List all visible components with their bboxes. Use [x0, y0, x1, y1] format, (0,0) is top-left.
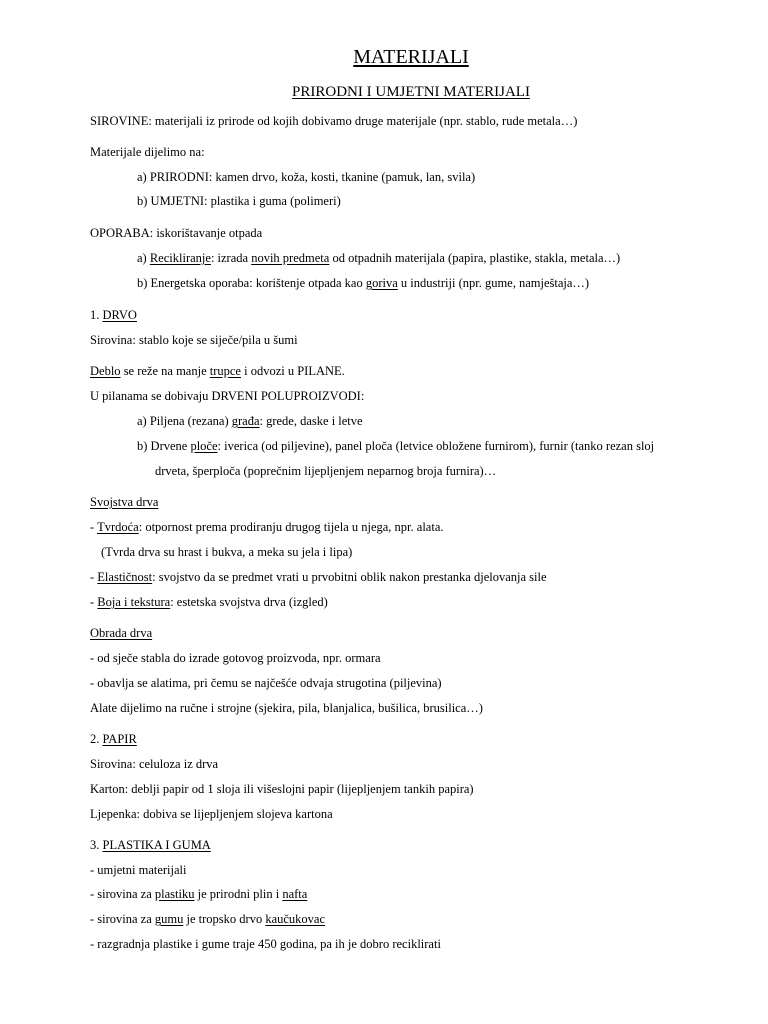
svojstva-heading	[90, 494, 158, 510]
gradja-item	[137, 413, 363, 429]
heading-number: 1.	[90, 308, 103, 322]
underlined-term: trupce	[209, 364, 241, 378]
text-segment: : iverica (od piljevine), panel ploča (letvice obložene furnirom), furnir (tanko rezan sloj	[217, 439, 655, 453]
underlined-term: novih predmeta	[251, 251, 330, 265]
heading-number: 3.	[90, 838, 103, 852]
text-segment: -	[90, 570, 98, 584]
papir-heading	[90, 731, 137, 747]
text-segment: -	[90, 520, 98, 534]
page-title	[27, 45, 768, 69]
text-segment: : estetska svojstva drva (izgled)	[170, 595, 328, 609]
obrada-heading	[90, 625, 152, 641]
underlined-term: plastiku	[154, 887, 195, 901]
papir-line-3: Ljepenka: dobiva se lijepljenjem slojeva kartona	[90, 807, 333, 821]
deblo-line	[90, 363, 345, 379]
tvrdoca-note: (Tvrda drva su hrast i bukva, a meka su jela i lipa)	[101, 545, 353, 559]
text-segment: - sirovina za	[90, 912, 155, 926]
underlined-term: Tvrdoća	[97, 520, 139, 534]
obrada-line-2: - obavlja se alatima, pri čemu se najčešće odvaja strugotina (piljevina)	[90, 676, 442, 690]
text-segment: b) Drvene	[137, 439, 191, 453]
underlined-term: Deblo	[90, 364, 121, 378]
text-segment: je prirodni plin i	[194, 887, 283, 901]
text-segment: i odvozi u PILANE.	[240, 364, 345, 378]
page-subtitle	[27, 83, 768, 101]
energetska-oporaba-item	[137, 275, 589, 291]
plastika-line-4: - razgradnja plastike i gume traje 450 godina, pa ih je dobro reciklirati	[90, 937, 441, 951]
subtitle-text: PRIRODNI I UMJETNI MATERIJALI	[292, 84, 530, 100]
drvo-heading	[90, 307, 137, 323]
oporaba-heading: OPORABA: iskorištavanje otpada	[90, 226, 263, 240]
text-segment: -	[90, 595, 98, 609]
text-segment: - sirovina za	[90, 887, 155, 901]
drvo-sirovina: Sirovina: stablo koje se siječe/pila u šumi	[90, 333, 298, 347]
text-segment: : svojstvo da se predmet vrati u prvobitni oblik nakon prestanka djelovanja sile	[152, 570, 547, 584]
obrada-line-3: Alate dijelimo na ručne i strojne (sjekira, pila, blanjalica, bušilica, brusilica…)	[90, 701, 483, 715]
text-segment: : otpornost prema prodiranju drugog tijela u njega, npr. alata.	[138, 520, 444, 534]
recikliranje-item	[137, 250, 620, 266]
text-segment: : izrada	[210, 251, 252, 265]
text-segment: od otpadnih materijala (papira, plastike, stakla, metala…)	[329, 251, 621, 265]
boja-line	[90, 594, 328, 610]
underlined-term: Boja i tekstura	[97, 595, 171, 609]
underlined-term: Recikliranje	[149, 251, 211, 265]
text-segment: b) Energetska oporaba: korištenje otpada kao	[137, 276, 366, 290]
underlined-term: gumu	[154, 912, 184, 926]
text-segment: u industriji (npr. gume, namještaja…)	[397, 276, 590, 290]
papir-line-2: Karton: deblji papir od 1 sloja ili višeslojni papir (lijepljenjem tankih papira)	[90, 782, 474, 796]
underlined-term: građa	[231, 414, 260, 428]
papir-line-1: Sirovina: celuloza iz drva	[90, 757, 219, 771]
plastika-heading	[90, 837, 211, 853]
underlined-term: Elastičnost	[97, 570, 153, 584]
plastika-line-3	[90, 911, 325, 927]
podjela-line: Materijale dijelimo na:	[90, 145, 205, 159]
heading-text: Svojstva drva	[90, 495, 159, 509]
text-segment: je tropsko drvo	[183, 912, 266, 926]
heading-text: PLASTIKA I GUMA	[102, 838, 211, 852]
heading-number: 2.	[90, 732, 103, 746]
underlined-term: nafta	[282, 887, 308, 901]
plastika-line-1: - umjetni materijali	[90, 863, 187, 877]
heading-text: Obrada drva	[90, 626, 153, 640]
tvrdoca-line	[90, 519, 444, 535]
text-segment: : grede, daske i letve	[259, 414, 363, 428]
underlined-term: ploče	[190, 439, 218, 453]
text-segment: a) Piljena (rezana)	[137, 414, 232, 428]
plastika-line-2	[90, 886, 307, 902]
title-text: MATERIJALI	[353, 46, 469, 68]
sirovine-definition: SIROVINE: materijali iz prirode od kojih dobivamo druge materijale (npr. stablo, rude metala…)	[90, 114, 578, 128]
obrada-line-1: - od sječe stabla do izrade gotovog proizvoda, npr. ormara	[90, 651, 381, 665]
underlined-term: kaučukovac	[265, 912, 326, 926]
elasticnost-line	[90, 569, 547, 585]
heading-text: DRVO	[102, 308, 137, 322]
umjetni-item: b) UMJETNI: plastika i guma (polimeri)	[137, 194, 341, 208]
text-segment: se reže na manje	[120, 364, 210, 378]
pilane-line: U pilanama se dobivaju DRVENI POLUPROIZVODI:	[90, 389, 365, 403]
prirodni-item: a) PRIRODNI: kamen drvo, koža, kosti, tkanine (pamuk, lan, svila)	[137, 170, 476, 184]
underlined-term: goriva	[365, 276, 398, 290]
ploce-item	[137, 438, 654, 454]
text-segment: a)	[137, 251, 150, 265]
ploce-item-continued: drveta, šperploča (poprečnim lijepljenjem neparnog broja furnira)…	[155, 464, 497, 478]
heading-text: PAPIR	[102, 732, 137, 746]
